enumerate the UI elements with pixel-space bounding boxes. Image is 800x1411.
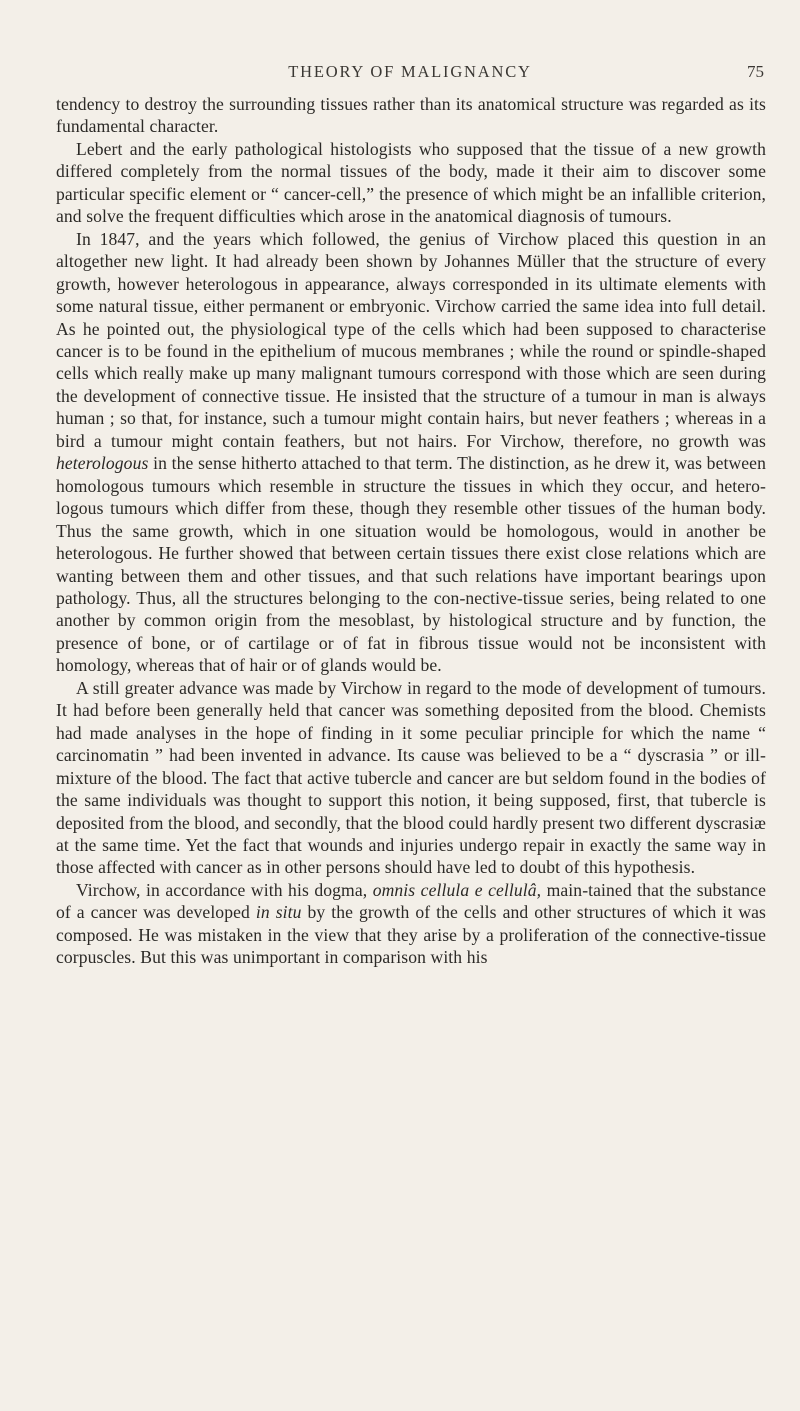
- paragraph-2: Lebert and the early pathological histologists who supposed that the tissue of a new growth differed completely from the normal tissues of the body, made it their aim to discover some particular specific element or “ cancer-cell,” the presence of which might be an infallible criterion, and solve the frequent difficulties which arose in the anatomical diagnosis of tumours.: [56, 138, 766, 227]
- paragraph-5: [56, 879, 766, 969]
- emphasis-heterologous: heterologous: [56, 453, 149, 474]
- paragraph-3-text-b: in the sense hitherto attached to that term. The distinction, as he drew it, was between homologous tumours which resemble in structure the tissues in which they occur, and hetero-logous tumours which differ from these, though they resemble other tissues of the human body. Thus the same growth, which in one situation would be homologous, would in another be heterologous. He further showed that between certain tissues there exist close relations which are wanting between them and other tissues, and that such relations have important bearings upon pathology. Thus, all the structures belonging to the con-nective-tissue series, being related to one another by common origin from the mesoblast, by histological structure and by function, the presence of bone, or of cartilage or of fat in fibrous tissue would not be inconsistent with homology, whereas that of hair or of glands would be.: [56, 453, 766, 676]
- paragraph-5-text-a: Virchow, in accordance with his dogma,: [76, 879, 373, 900]
- paragraph-5-text-c: by the growth of the cells and other structures of which it was composed. He was mistaken in the view that they arise by a proliferation of the connective-tissue corpuscles. But this was unimportant in comparison with his: [56, 902, 766, 968]
- body-text: [56, 93, 766, 969]
- emphasis-latin-dogma: omnis cellula e cellulâ,: [372, 879, 542, 900]
- paragraph-4: A still greater advance was made by Virchow in regard to the mode of development of tumours. It had before been generally held that cancer was something deposited from the blood. Chemists had made analyses in the hope of finding in it some peculiar principle for which the name “ carcinomatin ” had been invented in advance. Its cause was believed to be a “ dyscrasia ” or ill-mixture of the blood. The fact that active tubercle and cancer are but seldom found in the bodies of the same individuals was thought to support this notion, it being supposed, first, that tubercle is deposited from the blood, and secondly, that the blood could hardly present two different dyscrasiæ at the same time. Yet the fact that wounds and injuries undergo repair in exactly the same way in those affected with cancer as in other persons should have led to doubt of this hypothesis.: [56, 677, 766, 878]
- paragraph-3: [56, 228, 766, 677]
- paragraph-1: tendency to destroy the surrounding tissues rather than its anatomical structure was regarded as its fundamental character.: [56, 94, 766, 137]
- paragraph-5-text-b: main-tained that the substance of a cancer was developed: [56, 879, 766, 923]
- running-head: [56, 62, 764, 86]
- emphasis-in-situ: in situ: [255, 902, 302, 923]
- running-title: THEORY OF MALIGNANCY: [288, 62, 532, 81]
- paragraph-3-text-a: In 1847, and the years which followed, the genius of Virchow placed this question in an altogether new light. It had already been shown by Johannes Müller that the structure of every growth, however heterologous in appearance, always corresponded in its ultimate elements with some natural tissue, either permanent or embryonic. Virchow carried the same idea into full detail. As he pointed out, the physiological type of the cells which had been supposed to characterise cancer is to be found in the epithelium of mucous membranes ; while the round or spindle-shaped cells which really make up many malignant tumours correspond with those which are seen during the development of connective tissue. He insisted that the structure of a tumour in man is always human ; so that, for instance, such a tumour might contain hairs, but never feathers ; whereas in a bird a tumour might contain feathers, but not hairs. For Virchow, therefore, no growth was: [56, 228, 766, 451]
- page-number: 75: [747, 62, 764, 81]
